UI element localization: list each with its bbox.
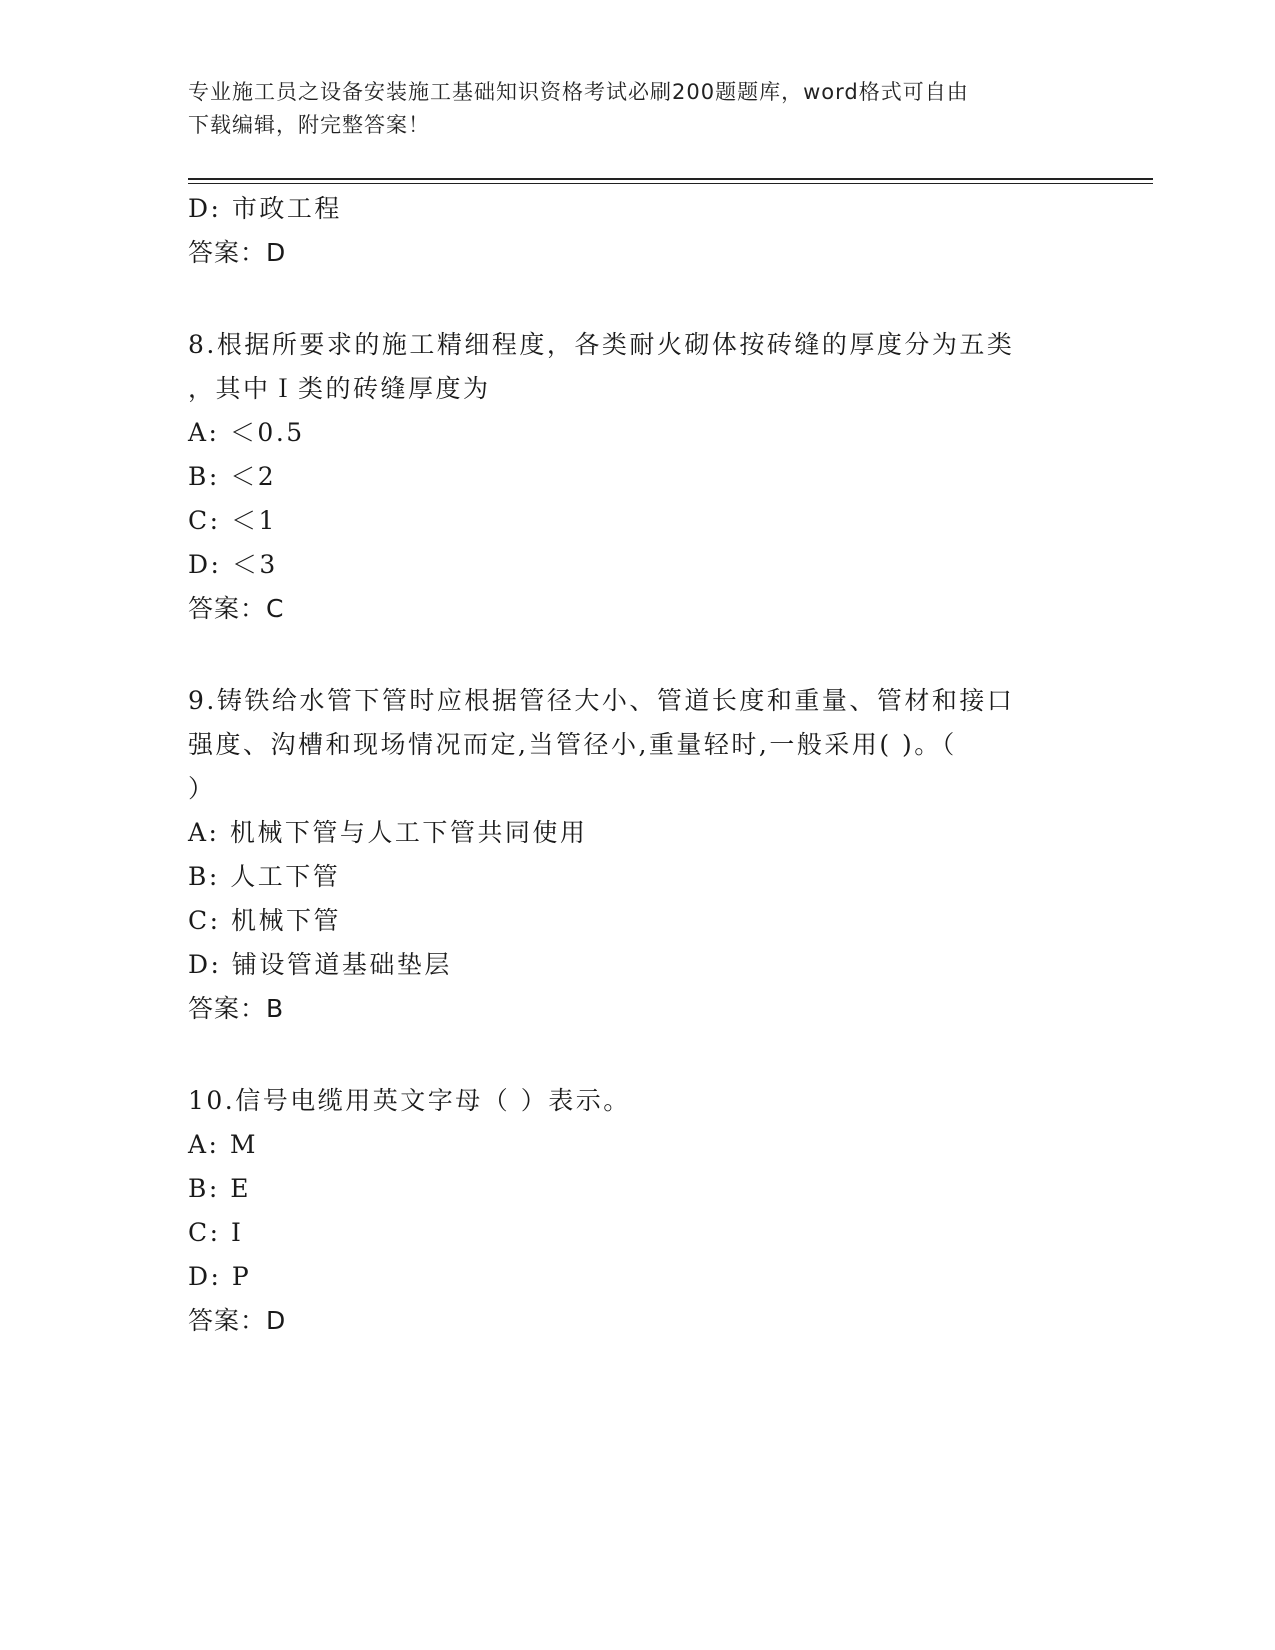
q9-option-a: A: 机械下管与人工下管共同使用 [188,818,588,847]
prev-option-d: D: 市政工程 [188,194,342,223]
q9-stem-line-1: 9.铸铁给水管下管时应根据管径大小、管道长度和重量、管材和接口 [188,686,1015,715]
q8-option-c: C: ＜1 [188,506,277,535]
q9-option-b: B: 人工下管 [188,862,341,891]
q9-option-c: C: 机械下管 [188,906,341,935]
document-header [188,76,1088,142]
q10-option-c: C: I [188,1218,244,1247]
q8-stem-line-1: 8.根据所要求的施工精细程度，各类耐火砌体按砖缝的厚度分为五类 [188,330,1015,359]
q8-answer: 答案：C [188,594,285,623]
q8-stem-line-2: ，其中Ｉ类的砖缝厚度为 [188,374,491,403]
q9-stem-line-3: ） [188,774,216,803]
q10-answer: 答案：D [188,1306,287,1335]
q10-stem-line-1: 10.信号电缆用英文字母（ ）表示。 [188,1086,631,1115]
prev-answer: 答案：D [188,238,287,267]
header-divider [188,178,1153,180]
q9-stem-line-2: 强度、沟槽和现场情况而定,当管径小,重量轻时,一般采用( )。（ [188,730,957,759]
q8-option-b: B: ＜2 [188,462,277,491]
q8-option-d: D: ＜3 [188,550,278,579]
q9-answer: 答案：B [188,994,285,1023]
q10-option-a: A: M [188,1130,259,1159]
q10-option-d: D: P [188,1262,252,1291]
q10-option-b: B: E [188,1174,251,1203]
header-line-1: 专业施工员之设备安装施工基础知识资格考试必刷200题题库，word格式可自由 [188,80,969,104]
header-line-2: 下载编辑，附完整答案！ [188,113,430,137]
header-divider-thin [188,183,1153,184]
q8-option-a: A: ＜0.5 [188,418,305,447]
q9-option-d: D: 铺设管道基础垫层 [188,950,452,979]
